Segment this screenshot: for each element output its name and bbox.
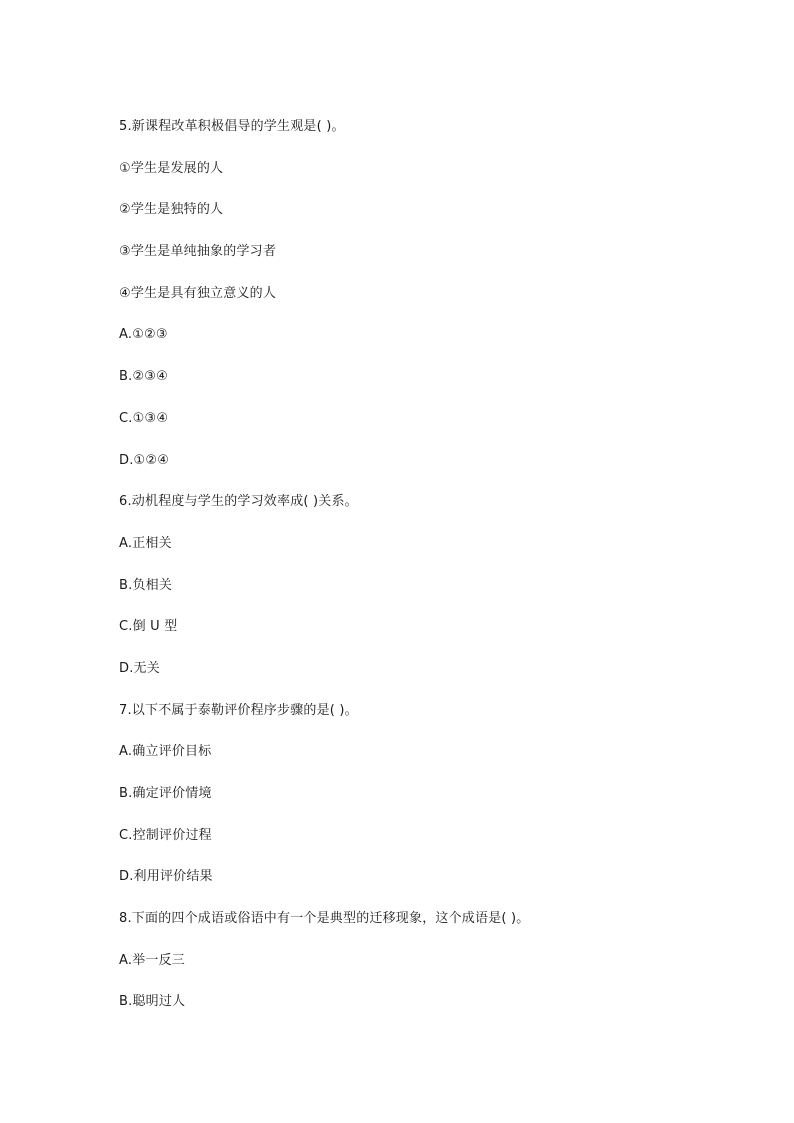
question-7-option-b: B.确定评价情境 <box>119 786 212 801</box>
question-7-option-c: C.控制评价过程 <box>119 827 212 843</box>
question-list <box>119 116 739 1033</box>
question-8-option-a: A.举一反三 <box>119 952 185 968</box>
question-6-option-a: A.正相关 <box>119 535 172 551</box>
question-5-option-d: D.①②④ <box>119 452 170 468</box>
question-7-stem: 7.以下不属于泰勒评价程序步骤的是( )。 <box>119 702 358 718</box>
question-6-option-b: B.负相关 <box>119 577 173 593</box>
question-6-option-c: C.倒 U 型 <box>119 619 178 635</box>
question-5-option-a: A.①②③ <box>119 327 168 343</box>
question-5-option-c: C.①③④ <box>119 410 169 426</box>
question-5-statement-4: ④学生是具有独立意义的人 <box>119 285 277 301</box>
question-6-stem: 6.动机程度与学生的学习效率成( )关系。 <box>119 494 358 510</box>
question-7-option-d: D.利用评价结果 <box>119 869 213 885</box>
question-6-option-d: D.无关 <box>119 660 160 676</box>
question-5-stem: 5.新课程改革积极倡导的学生观是( )。 <box>119 119 345 134</box>
question-8-stem: 8.下面的四个成语或俗语中有一个是典型的迁移现象，这个成语是( )。 <box>119 911 530 927</box>
question-5-statement-2: ②学生是独特的人 <box>119 202 224 218</box>
question-5-statement-1: ①学生是发展的人 <box>119 160 224 176</box>
question-5-option-b: B.②③④ <box>119 369 169 385</box>
question-8-option-b: B.聪明过人 <box>119 994 186 1010</box>
question-5-statement-3: ③学生是单纯抽象的学习者 <box>119 244 277 260</box>
question-7-option-a: A.确立评价目标 <box>119 744 212 760</box>
